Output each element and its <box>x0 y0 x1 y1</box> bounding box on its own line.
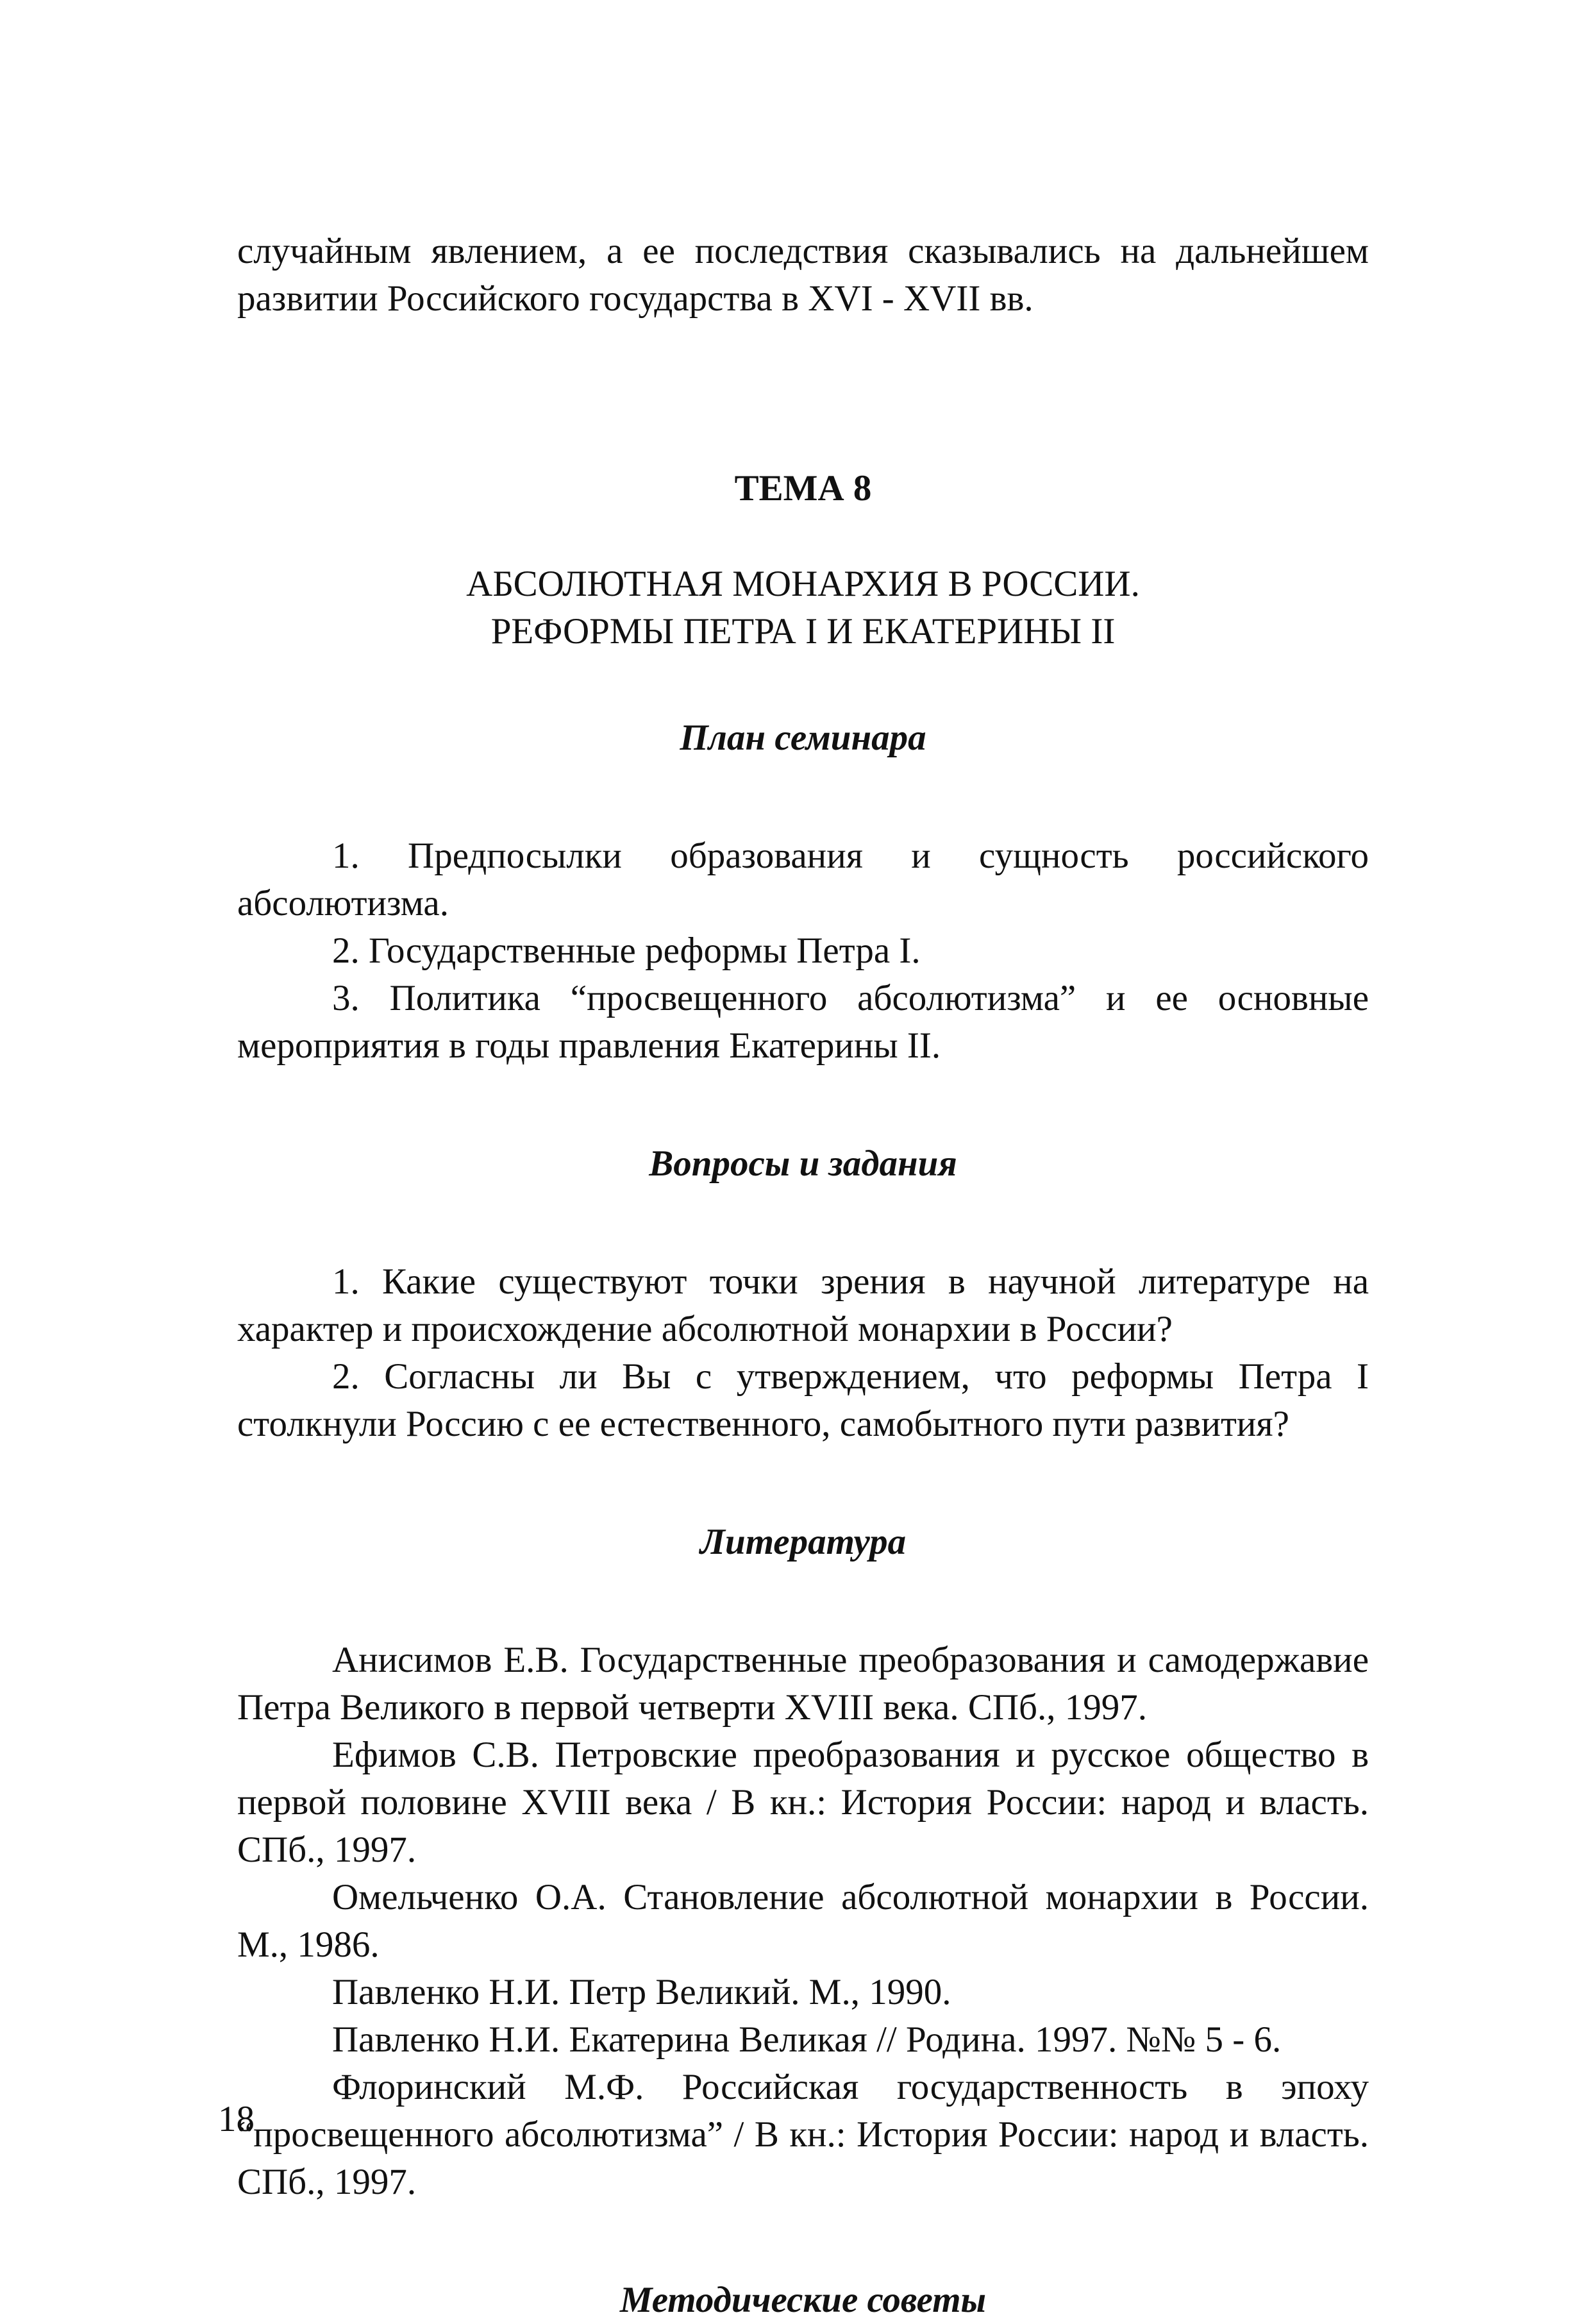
seminar-plan-list <box>237 832 1369 1070</box>
literature-heading: Литература <box>699 1522 907 1562</box>
literature-list <box>237 1637 1369 2206</box>
seminar-plan-item: 1. Предпосылки образования и сущность российского абсолютизма. <box>237 836 1369 923</box>
questions-heading: Вопросы и задания <box>649 1143 957 1184</box>
literature-item: Ефимов С.В. Петровские преобразования и русское общество в первой половине XVIII века / В кн.: История России: народ и власть. СПб., 1997. <box>237 1735 1369 1870</box>
page-content <box>237 228 1369 2324</box>
seminar-plan-heading: План семинара <box>680 718 926 758</box>
literature-item: Павленко Н.И. Екатерина Великая // Родина. 1997. №№ 5 - 6. <box>332 2019 1282 2060</box>
methodical-heading: Методические советы <box>619 2280 987 2320</box>
literature-item: Павленко Н.И. Петр Великий. М., 1990. <box>332 1972 951 2012</box>
question-item: 2. Согласны ли Вы с утверждением, что реформы Петра I столкнули Россию с ее естественного, самобытного пути развития? <box>237 1356 1369 1444</box>
theme-title-line-2: РЕФОРМЫ ПЕТРА I И ЕКАТЕРИНЫ II <box>490 611 1116 652</box>
literature-item: Анисимов Е.В. Государственные преобразования и самодержавие Петра Великого в первой четверти XVIII века. СПб., 1997. <box>237 1640 1369 1728</box>
literature-item: Омельченко О.А. Становление абсолютной монархии в России. М., 1986. <box>237 1877 1369 1965</box>
page-number: 18 <box>218 2099 255 2139</box>
question-item: 1. Какие существуют точки зрения в научной литературе на характер и происхождение абсолютной монархии в России? <box>237 1261 1369 1349</box>
continuation-paragraph: случайным явлением, а ее последствия сказывались на дальнейшем развитии Российского государства в XVI - XVII вв. <box>237 231 1369 319</box>
seminar-plan-item: 2. Государственные реформы Петра I. <box>332 930 921 971</box>
theme-title <box>237 560 1369 655</box>
literature-item: Флоринский М.Ф. Российская государственность в эпоху “просвещенного абсолютизма” / В кн.: История России: народ и власть. СПб., 1997. <box>237 2067 1369 2202</box>
seminar-plan-item: 3. Политика “просвещенного абсолютизма” и ее основные мероприятия в годы правления Екатерины II. <box>237 978 1369 1066</box>
theme-title-line-1: АБСОЛЮТНАЯ МОНАРХИЯ В РОССИИ. <box>466 564 1140 604</box>
theme-label: ТЕМА 8 <box>734 468 872 509</box>
questions-list <box>237 1258 1369 1448</box>
